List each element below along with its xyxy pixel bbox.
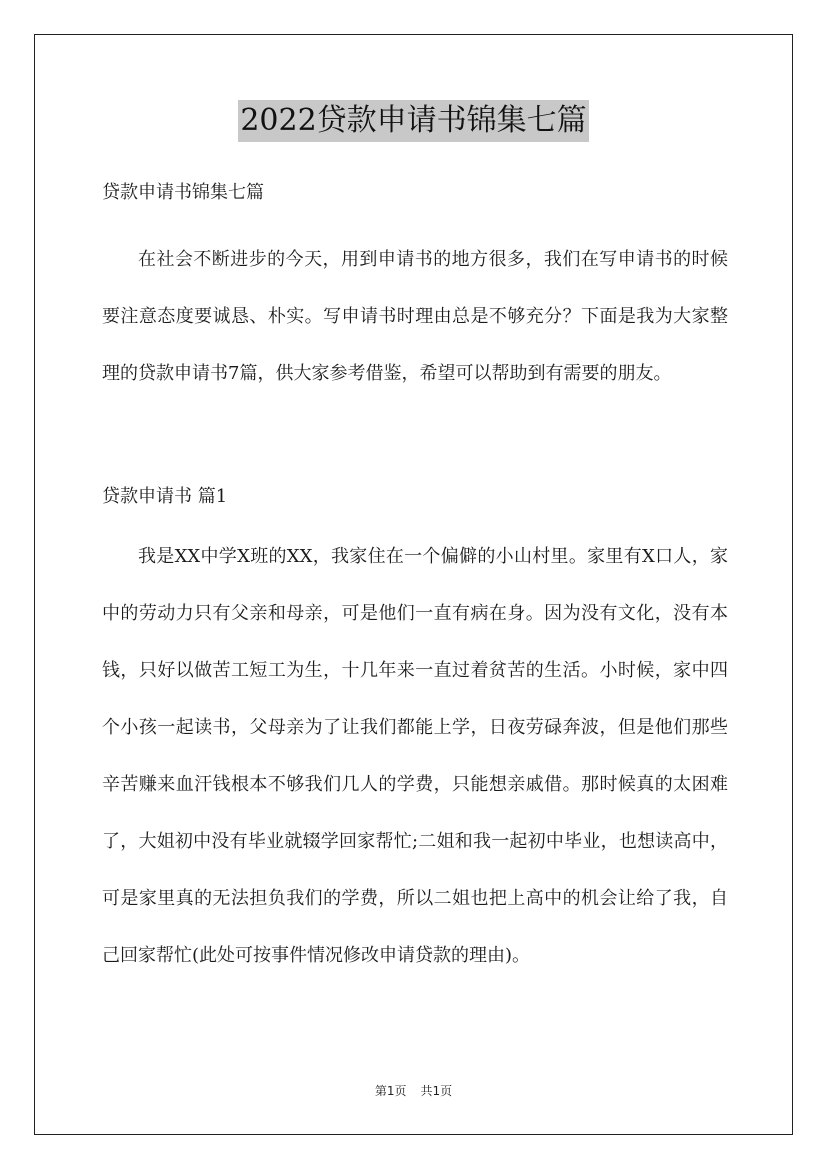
- page-footer: [0, 1082, 827, 1100]
- page-total: 共1页: [420, 1084, 453, 1098]
- section-paragraph: 我是XX中学X班的XX，我家住在一个偏僻的小山村里。家里有X口人，家中的劳动力只有父亲和母亲，可是他们一直有病在身。因为没有文化，没有本钱，只好以做苦工短工为生，十几年来一直过着贫苦的生活。小时候，家中四个小孩一起读书，父母亲为了让我们都能上学，日夜劳碌奔波，但是他们那些辛苦赚来血汗钱根本不够我们几人的学费，只能想亲戚借。那时候真的太困难了，大姐初中没有毕业就辍学回家帮忙;二姐和我一起初中毕业，也想读高中，可是家里真的无法担负我们的学费，所以二姐也把上高中的机会让给了我，自己回家帮忙(此处可按事件情况修改申请贷款的理由)。: [102, 546, 728, 966]
- document-title: 2022贷款申请书锦集七篇: [238, 100, 588, 142]
- title-block: [0, 100, 827, 142]
- section-heading: 贷款申请书 篇1: [102, 486, 228, 507]
- page-number: 第1页: [374, 1084, 407, 1098]
- document-subtitle: 贷款申请书锦集七篇: [102, 182, 264, 203]
- document-body: [102, 172, 728, 984]
- intro-paragraph: 在社会不断进步的今天，用到申请书的地方很多，我们在写申请书的时候要注意态度要诚恳、朴实。写申请书时理由总是不够充分？下面是我为大家整理的贷款申请书7篇，供大家参考借鉴，希望可以帮助到有需要的朋友。: [102, 249, 728, 384]
